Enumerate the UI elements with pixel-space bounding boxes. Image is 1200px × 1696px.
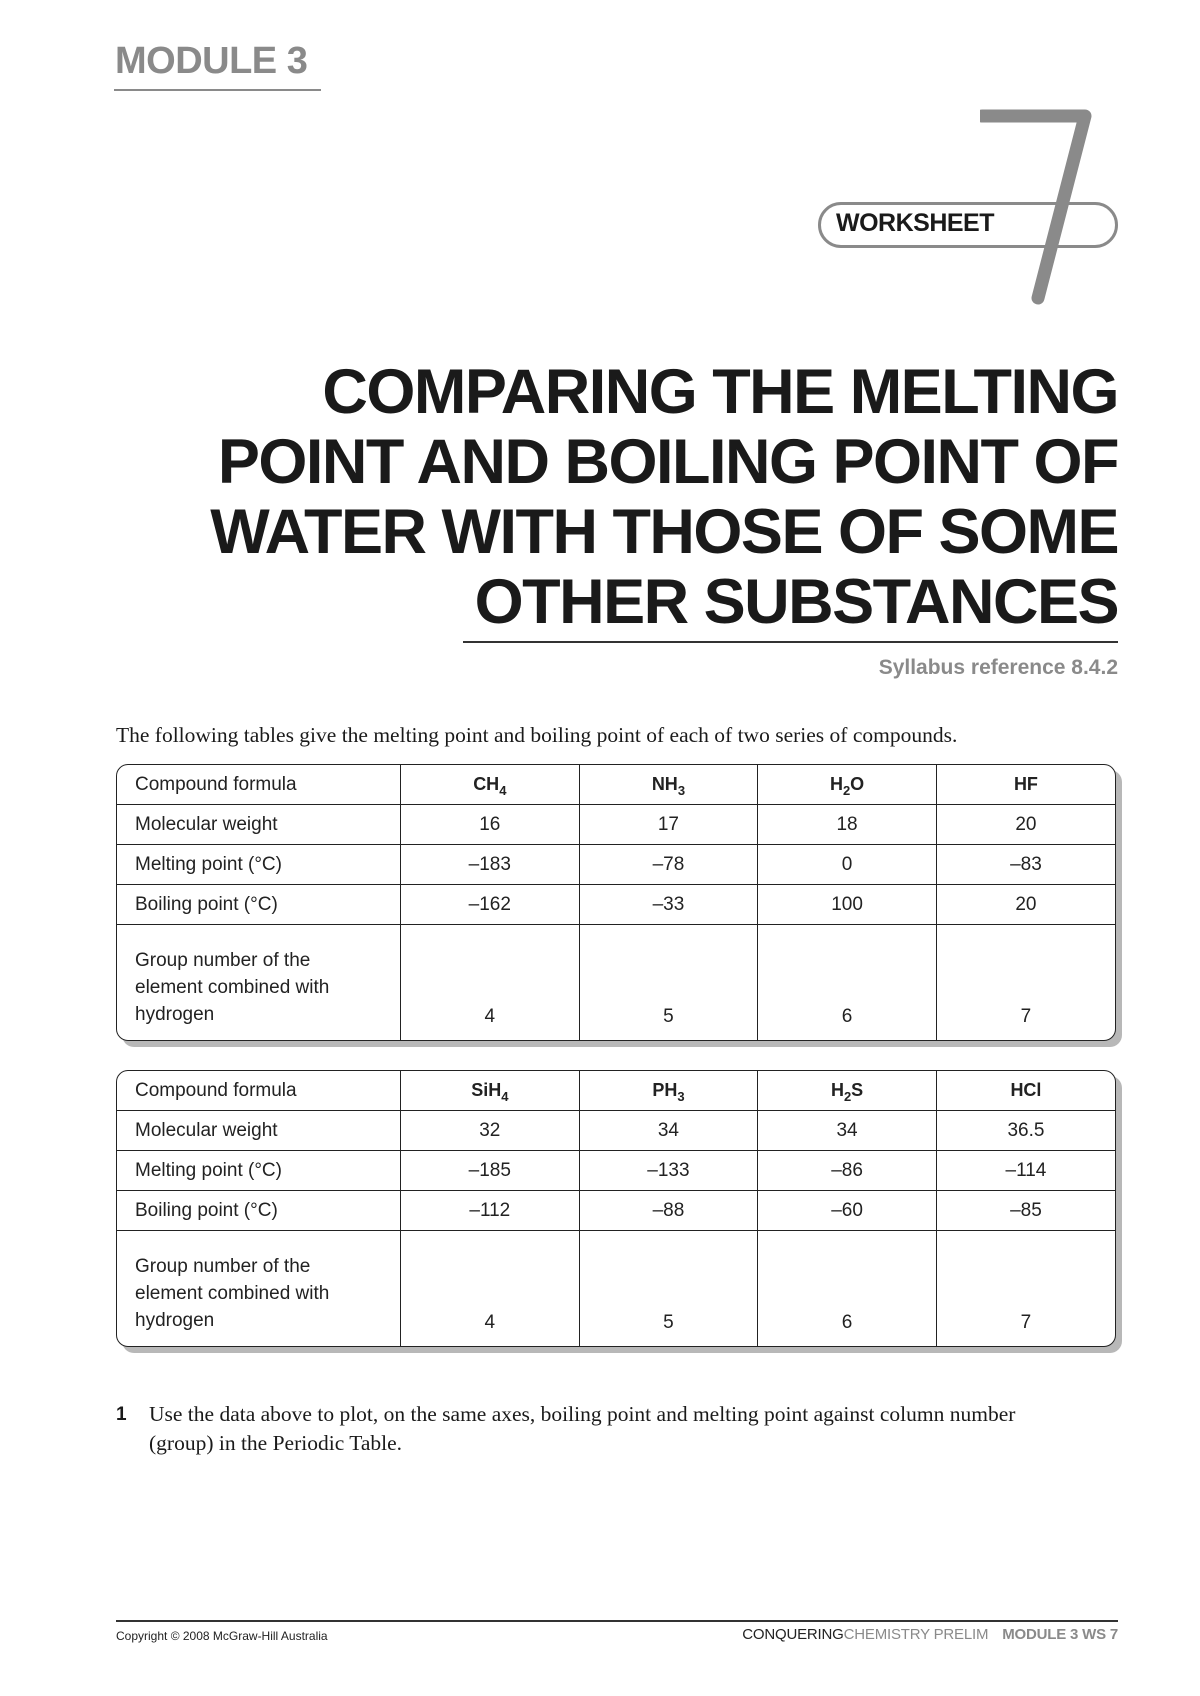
module-worksheet-ref: MODULE 3 WS 7 bbox=[1002, 1626, 1118, 1643]
table-cell: 32 bbox=[401, 1111, 580, 1151]
table-cell: 0 bbox=[758, 845, 937, 885]
table-row-group bbox=[117, 1231, 1115, 1347]
row-label: Boiling point (°C) bbox=[117, 885, 401, 925]
row-label: Molecular weight bbox=[117, 1111, 401, 1151]
table-row-formula bbox=[117, 765, 1115, 805]
table-row-melting bbox=[117, 1151, 1115, 1191]
table-cell: –78 bbox=[579, 845, 758, 885]
compound-formula: SiH$_4$ bbox=[401, 1071, 580, 1111]
compound-table-1 bbox=[116, 764, 1116, 1041]
table-cell: –162 bbox=[401, 885, 580, 925]
worksheet-title bbox=[120, 357, 1118, 637]
table-cell: 16 bbox=[401, 805, 580, 845]
row-label: Boiling point (°C) bbox=[117, 1191, 401, 1231]
table-row-formula bbox=[117, 1071, 1115, 1111]
footer-rule bbox=[116, 1620, 1118, 1622]
worksheet-label: WORKSHEET bbox=[836, 209, 994, 237]
question-number: 1 bbox=[116, 1404, 127, 1425]
title-underline bbox=[463, 641, 1118, 643]
module-heading: MODULE 3 bbox=[115, 40, 308, 82]
table-cell: 7 bbox=[1020, 1312, 1032, 1333]
title-line: POINT AND BOILING POINT OF bbox=[217, 427, 1118, 497]
footer-series bbox=[742, 1626, 1118, 1643]
table-cell: –185 bbox=[401, 1151, 580, 1191]
table-row-melting bbox=[117, 845, 1115, 885]
series-name-a: CONQUERING bbox=[742, 1626, 844, 1643]
table-cell: –33 bbox=[579, 885, 758, 925]
table-cell: –112 bbox=[401, 1191, 580, 1231]
compound-formula: $NH_3$ bbox=[579, 765, 758, 805]
table-cell: 7 bbox=[1020, 1006, 1032, 1027]
module-underline bbox=[114, 89, 321, 91]
table-cell: 4 bbox=[401, 1231, 580, 1347]
title-line: OTHER SUBSTANCES bbox=[474, 567, 1118, 637]
table-cell: –114 bbox=[936, 1151, 1115, 1191]
series-name-b: CHEMISTRY PRELIM bbox=[843, 1626, 989, 1643]
compound-formula: $CH_4$ bbox=[401, 765, 580, 805]
question-text: Use the data above to plot, on the same axes, boiling point and melting point against column number (group) in the Periodic Table. bbox=[149, 1402, 1016, 1455]
compound-formula: HCl bbox=[936, 1071, 1115, 1111]
compound-formula: $PH_3$ bbox=[579, 1071, 758, 1111]
compound-table-2 bbox=[116, 1070, 1116, 1347]
table-frame bbox=[116, 1070, 1116, 1347]
compound-formula: $H_2O$ bbox=[758, 765, 937, 805]
title-line: COMPARING THE MELTING bbox=[322, 357, 1118, 427]
data-table bbox=[117, 765, 1115, 1040]
compound-formula: $H_2S$ bbox=[758, 1071, 937, 1111]
table-cell: 34 bbox=[579, 1111, 758, 1151]
table-cell: –183 bbox=[401, 845, 580, 885]
table-cell: 6 bbox=[758, 925, 937, 1041]
row-label: Melting point (°C) bbox=[117, 1151, 401, 1191]
table-row-weight bbox=[117, 1111, 1115, 1151]
row-label: Compound formula bbox=[117, 765, 401, 805]
table-cell: 6 bbox=[758, 1231, 937, 1347]
table-cell: 34 bbox=[758, 1111, 937, 1151]
table-cell: 20 bbox=[936, 805, 1115, 845]
table-row-boiling bbox=[117, 885, 1115, 925]
table-cell: 17 bbox=[579, 805, 758, 845]
table-cell: 20 bbox=[936, 885, 1115, 925]
table-frame bbox=[116, 764, 1116, 1041]
table-cell: 5 bbox=[579, 1231, 758, 1347]
row-label: Group number of the element combined with hydrogen bbox=[117, 1231, 401, 1347]
intro-text: The following tables give the melting point and boiling point of each of two series of compounds. bbox=[116, 723, 958, 747]
title-line: WATER WITH THOSE OF SOME bbox=[210, 497, 1118, 567]
table-cell: –133 bbox=[579, 1151, 758, 1191]
row-label: Melting point (°C) bbox=[117, 845, 401, 885]
table-cell: –85 bbox=[936, 1191, 1115, 1231]
worksheet-number-7 bbox=[980, 108, 1100, 308]
table-row-boiling bbox=[117, 1191, 1115, 1231]
table-cell: 5 bbox=[579, 925, 758, 1041]
table-cell: –86 bbox=[758, 1151, 937, 1191]
question-1 bbox=[116, 1400, 1076, 1458]
copyright-notice: Copyright © 2008 McGraw-Hill Australia bbox=[116, 1629, 328, 1643]
table-cell: 100 bbox=[758, 885, 937, 925]
compound-formula: HF bbox=[936, 765, 1115, 805]
table-cell: –88 bbox=[579, 1191, 758, 1231]
syllabus-reference: Syllabus reference 8.4.2 bbox=[878, 656, 1118, 679]
table-cell: 4 bbox=[401, 925, 580, 1041]
table-cell: 18 bbox=[758, 805, 937, 845]
table-cell: –83 bbox=[936, 845, 1115, 885]
table-cell: –60 bbox=[758, 1191, 937, 1231]
table-row-group bbox=[117, 925, 1115, 1041]
table-row-weight bbox=[117, 805, 1115, 845]
data-table bbox=[117, 1071, 1115, 1346]
table-cell: 36.5 bbox=[936, 1111, 1115, 1151]
row-label: Group number of the element combined with hydrogen bbox=[117, 925, 401, 1041]
row-label: Compound formula bbox=[117, 1071, 401, 1111]
row-label: Molecular weight bbox=[117, 805, 401, 845]
